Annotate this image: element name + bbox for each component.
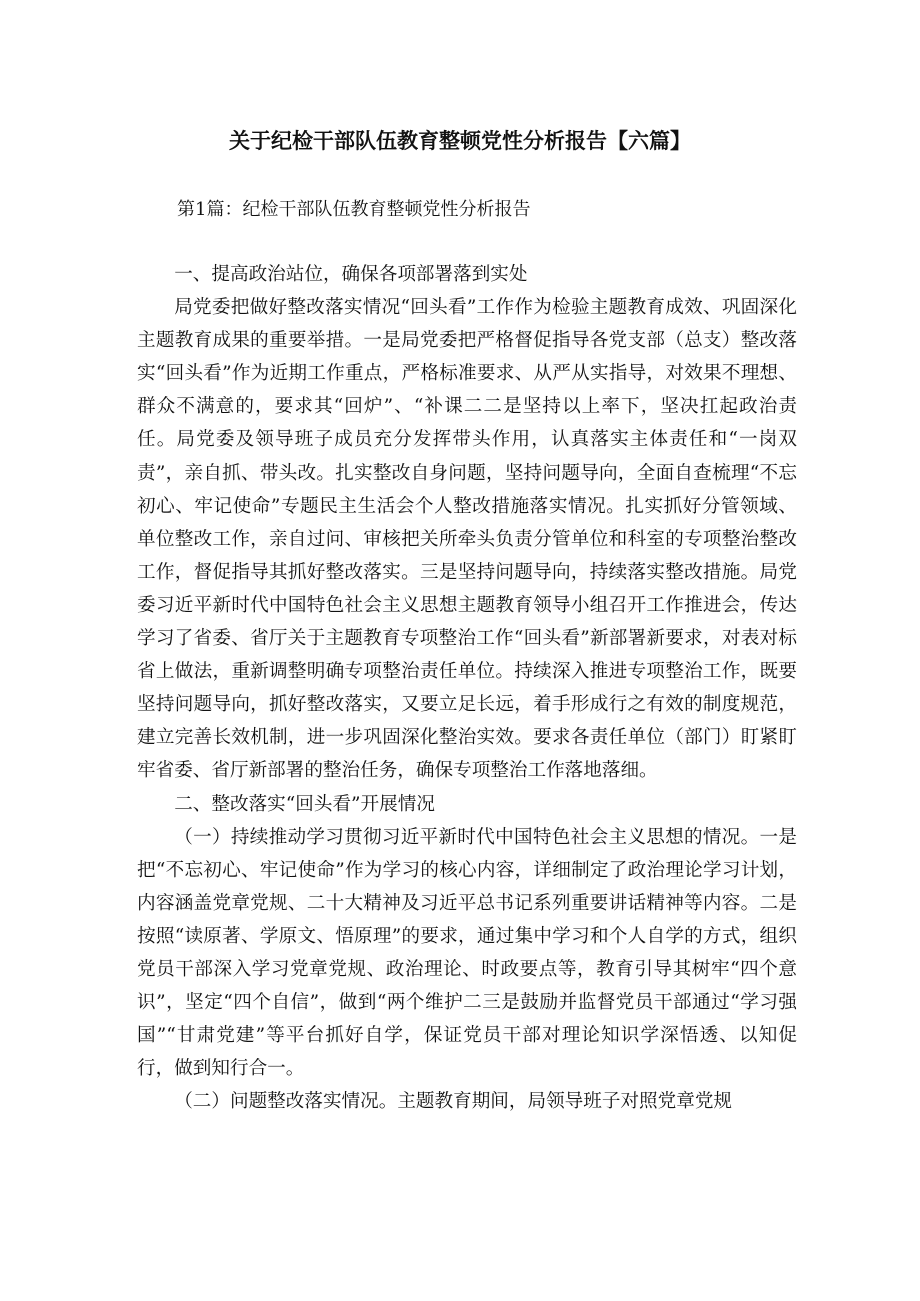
section-2-paragraph-2: （二）问题整改落实情况。主题教育期间，局领导班子对照党章党规 bbox=[174, 1091, 733, 1113]
article-subtitle: 第1篇：纪检干部队伍教育整顿党性分析报告 bbox=[177, 199, 531, 220]
section-heading-1: 一、提高政治站位，确保各项部署落到实处 bbox=[174, 264, 528, 285]
document-title: 关于纪检干部队伍教育整顿党性分析报告【六篇】 bbox=[229, 129, 691, 153]
document-body bbox=[137, 258, 797, 1118]
section-heading-2: 二、整改落实“回头看”开展情况 bbox=[174, 793, 435, 815]
section-1-paragraph: 局党委把做好整改落实情况“回头看”工作作为检验主题教育成效、巩固深化主题教育成果的重要举措。一是局党委把严格督促指导各党支部（总支）整改落实“回头看”作为近期工作重点，严格标准要求、从严从实指导，对效果不理想、群众不满意的，要求其“回炉”、“补课二二是坚持以上率下，坚决扛起政治责任。局党委及领导班子成员充分发挥带头作用，认真落实主体责任和“一岗双责”，亲自抓、带头改。扎实整改自身问题，坚持问题导向，全面自查梳理“不忘初心、牢记使命”专题民主生活会个人整改措施落实情况。扎实抓好分管领域、单位整改工作，亲自过问、审核把关所牵头负责分管单位和科室的专项整治整改工作，督促指导其抓好整改落实。三是坚持问题导向，持续落实整改措施。局党委习近平新时代中国特色社会主义思想主题教育领导小组召开工作推进会，传达学习了省委、省厅关于主题教育专项整治工作“回头看”新部署新要求，对表对标省上做法，重新调整明确专项整治责任单位。持续深入推进专项整治工作，既要坚持问题导向，抓好整改落实，又要立足长远，着手形成行之有效的制度规范，建立完善长效机制，进一步巩固深化整治实效。要求各责任单位（部门）盯紧盯牢省委、省厅新部署的整治任务，确保专项整治工作落地落细。 bbox=[137, 297, 797, 782]
section-2-paragraph-1: （一）持续推动学习贯彻习近平新时代中国特色社会主义思想的情况。一是把“不忘初心、牢记使命”作为学习的核心内容，详细制定了政治理论学习计划，内容涵盖党章党规、二十大精神及习近平总书记系列重要讲话精神等内容。二是按照“读原著、学原文、悟原理”的要求，通过集中学习和个人自学的方式，组织党员干部深入学习党章党规、政治理论、时政要点等，教育引导其树牢“四个意识”，坚定“四个自信”，做到“两个维护二三是鼓励并监督党员干部通过“学习强国”“甘肃党建”等平台抓好自学，保证党员干部对理论知识学深悟透、以知促行，做到知行合一。 bbox=[137, 826, 797, 1080]
